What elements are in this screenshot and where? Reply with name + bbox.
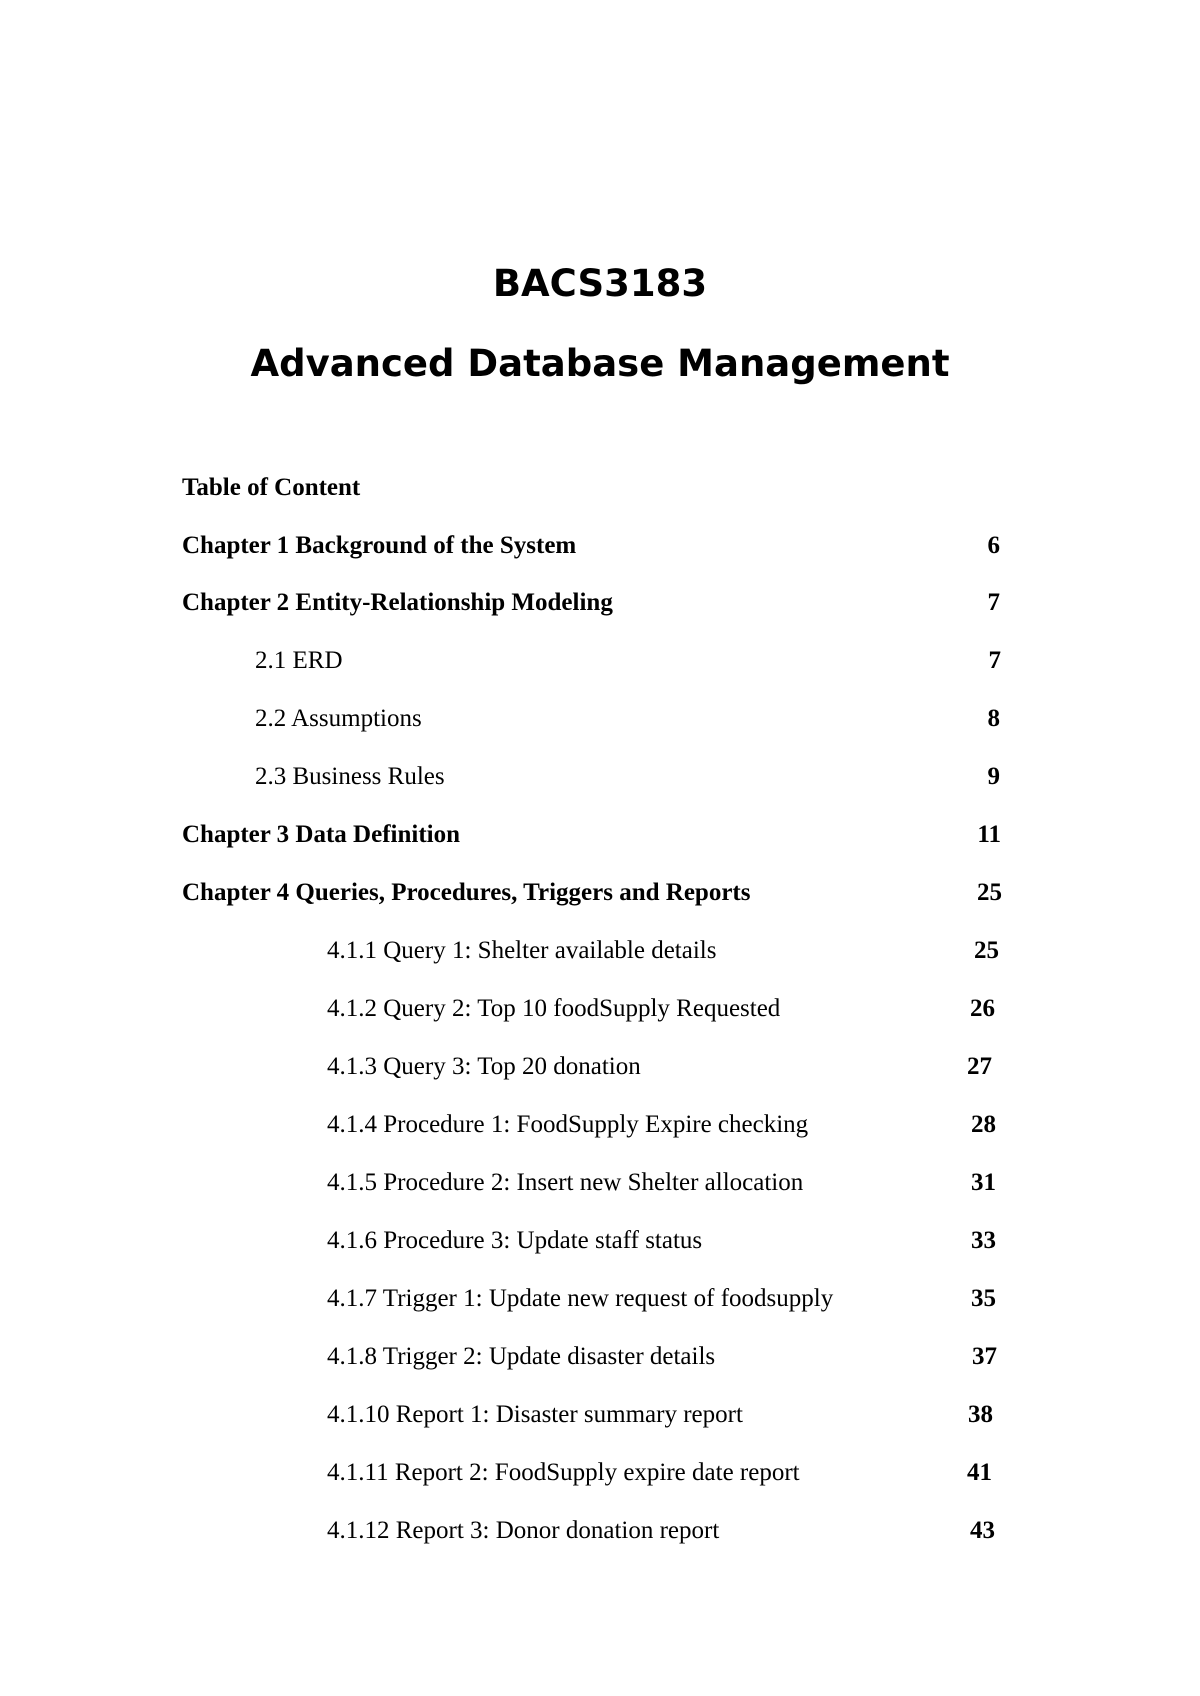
toc-entry-label: 4.1.8 Trigger 2: Update disaster details bbox=[327, 1343, 716, 1370]
toc-entry-page: 11 bbox=[977, 821, 1001, 848]
toc-entry-page: 25 bbox=[974, 937, 999, 964]
toc-entry bbox=[0, 817, 1200, 853]
toc-entry-label: 4.1.5 Procedure 2: Insert new Shelter allocation bbox=[327, 1169, 804, 1196]
toc-entry-label: 4.1.3 Query 3: Top 20 donation bbox=[327, 1053, 641, 1080]
toc-entry bbox=[0, 933, 1200, 969]
toc-entry-label: 4.1.11 Report 2: FoodSupply expire date report bbox=[327, 1459, 800, 1486]
toc-entry-page: 7 bbox=[988, 647, 1001, 674]
toc-entry-page: 27 bbox=[967, 1053, 992, 1080]
toc-entry bbox=[0, 1455, 1200, 1491]
toc-entry bbox=[0, 701, 1200, 737]
toc-entry-label: 4.1.6 Procedure 3: Update staff status bbox=[327, 1227, 703, 1254]
toc-entry-page: 38 bbox=[968, 1401, 993, 1428]
toc-entry-page: 8 bbox=[987, 705, 1000, 732]
toc-entry-page: 9 bbox=[987, 763, 1000, 790]
toc-entry-page: 7 bbox=[987, 589, 1000, 616]
toc-entry bbox=[0, 1339, 1200, 1375]
toc-entry-label: 2.1 ERD bbox=[255, 647, 343, 674]
course-title: Advanced Database Management bbox=[250, 342, 950, 385]
course-code: BACS3183 bbox=[492, 262, 708, 305]
toc-entry-label: 4.1.2 Query 2: Top 10 foodSupply Requested bbox=[327, 995, 781, 1022]
toc-entry-label: Chapter 1 Background of the System bbox=[182, 532, 577, 559]
toc-entry-label: Chapter 2 Entity-Relationship Modeling bbox=[182, 589, 613, 616]
toc-heading: Table of Content bbox=[182, 474, 361, 501]
toc-entry bbox=[0, 991, 1200, 1027]
toc-entry-label: 2.2 Assumptions bbox=[255, 705, 422, 732]
toc-entry bbox=[0, 1281, 1200, 1317]
toc-entry bbox=[0, 1513, 1200, 1549]
toc-entry bbox=[0, 585, 1200, 621]
toc-entry bbox=[0, 528, 1200, 564]
toc-entry-page: 28 bbox=[971, 1111, 996, 1138]
toc-entry-label: 2.3 Business Rules bbox=[255, 763, 445, 790]
toc-entry-label: Chapter 4 Queries, Procedures, Triggers and Reports bbox=[182, 879, 751, 906]
toc-entry-label: Chapter 3 Data Definition bbox=[182, 821, 461, 848]
toc-entry bbox=[0, 1223, 1200, 1259]
toc-entry-label: 4.1.12 Report 3: Donor donation report bbox=[327, 1517, 720, 1544]
toc-entry-page: 6 bbox=[987, 532, 1000, 559]
toc-entry bbox=[0, 643, 1200, 679]
toc-entry bbox=[0, 1165, 1200, 1201]
toc-entry-page: 35 bbox=[971, 1285, 996, 1312]
toc-entry bbox=[0, 875, 1200, 911]
toc-entry-page: 41 bbox=[967, 1459, 992, 1486]
toc-entry-label: 4.1.7 Trigger 1: Update new request of foodsupply bbox=[327, 1285, 834, 1312]
toc-entry-page: 37 bbox=[972, 1343, 997, 1370]
toc-entry bbox=[0, 1397, 1200, 1433]
toc-entry-label: 4.1.10 Report 1: Disaster summary report bbox=[327, 1401, 743, 1428]
toc-entry-page: 31 bbox=[971, 1169, 996, 1196]
toc-entry-page: 25 bbox=[977, 879, 1002, 906]
toc-entry-page: 33 bbox=[971, 1227, 996, 1254]
toc-entry-label: 4.1.1 Query 1: Shelter available details bbox=[327, 937, 717, 964]
toc-entry bbox=[0, 1049, 1200, 1085]
toc-entry bbox=[0, 1107, 1200, 1143]
toc-entry bbox=[0, 759, 1200, 795]
toc-entry-page: 26 bbox=[970, 995, 995, 1022]
toc-entry-page: 43 bbox=[970, 1517, 995, 1544]
toc-entry-label: 4.1.4 Procedure 1: FoodSupply Expire checking bbox=[327, 1111, 809, 1138]
